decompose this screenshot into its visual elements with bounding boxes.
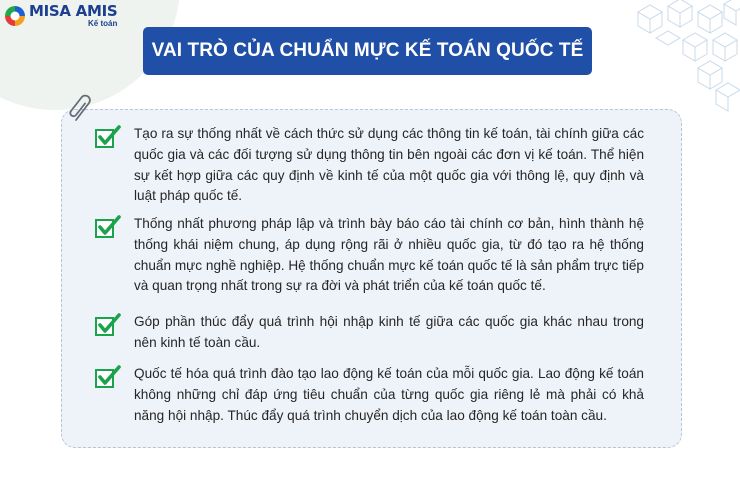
logo-brand-text: MISA AMIS xyxy=(29,2,118,20)
list-item xyxy=(95,214,650,297)
misa-logo-icon xyxy=(4,5,26,27)
list-item xyxy=(95,124,650,207)
checkbox-check-icon xyxy=(95,125,121,149)
checkbox-check-icon xyxy=(95,313,121,337)
page-title: VAI TRÒ CỦA CHUẨN MỰC KẾ TOÁN QUỐC TẾ xyxy=(143,27,592,75)
list-item xyxy=(95,312,650,354)
list-item-text: Quốc tế hóa quá trình đào tạo lao động kế toán của mỗi quốc gia. Lao động kế toán không những chỉ đáp ứng tiêu chuẩn của từng quốc gia riêng lẻ mà phải có khả năng hội nhập. Thúc đẩy quá trình chuyển dịch của lao động kế toán toàn cầu. xyxy=(134,366,644,423)
misa-amis-logo xyxy=(4,4,117,28)
checkbox-check-icon xyxy=(95,365,121,389)
list-item-text: Góp phần thúc đẩy quá trình hội nhập kinh tế giữa các quốc gia khác nhau trong nên kinh tế toàn cầu. xyxy=(134,314,644,350)
checkbox-check-icon xyxy=(95,215,121,239)
list-item xyxy=(95,364,650,426)
list-item-text: Thống nhất phương pháp lập và trình bày báo cáo tài chính cơ bản, hình thành hệ thống khái niệm chung, áp dụng rộng rãi ở nhiều quốc gia, từ đó tạo ra hệ thống chuẩn mực nghề nghiệp. Hệ thống chuẩn mực kế toán quốc tế là sản phẩm trực tiếp và quan trọng nhất trong sự ra đời và phát triển của kế toán quốc tế. xyxy=(134,216,644,294)
logo-sub-text: Kế toán xyxy=(88,19,118,28)
paperclip-icon xyxy=(67,93,95,123)
isometric-cubes-decoration xyxy=(628,0,740,112)
list-item-text: Tạo ra sự thống nhất về cách thức sử dụng các thông tin kế toán, tài chính giữa các quốc gia và các đối tượng sử dụng thông tin bên ngoài các đơn vị kế toán. Thể hiện sự kết hợp giữa các quy định về kinh tế của một quốc gia với thông lệ, quy định và luật pháp quốc tế. xyxy=(134,126,644,204)
